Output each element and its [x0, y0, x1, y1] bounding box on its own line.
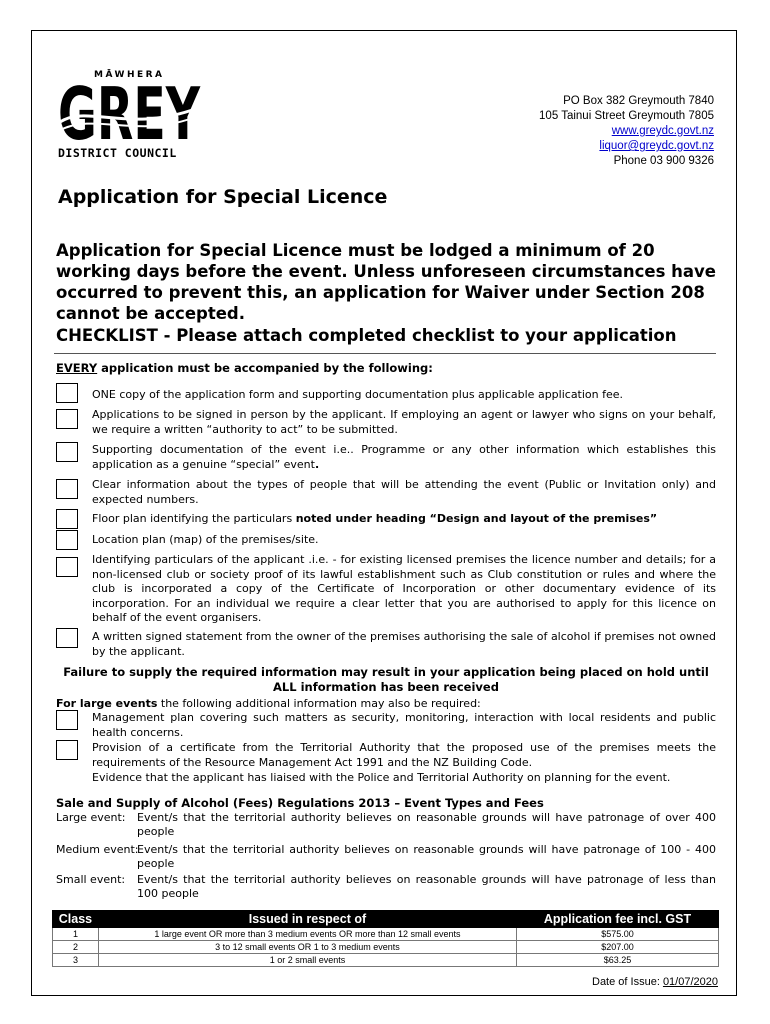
large-events-heading: [56, 697, 481, 710]
fee-cell: $575.00: [517, 928, 719, 941]
every-underlined: EVERY: [56, 361, 98, 375]
website-link[interactable]: www.greydc.govt.nz: [611, 125, 714, 137]
address-street: 105 Tainui Street Greymouth 7805: [539, 110, 714, 122]
checklist-item-text: [92, 443, 716, 472]
checkbox[interactable]: [56, 557, 78, 577]
event-type-desc: Event/s that the territorial authority believes on reasonable grounds will have patronage of over 400 people: [137, 811, 716, 838]
issue-date: 01/07/2020: [662, 976, 718, 988]
checkbox[interactable]: [56, 509, 78, 529]
event-type-desc: Event/s that the territorial authority believes on reasonable grounds will have patronage of less than 100 people: [137, 873, 716, 900]
logo-wordmark-icon: [58, 84, 202, 144]
checklist-item-text: ONE copy of the application form and supporting documentation plus applicable application fee.: [92, 388, 624, 401]
evidence-text: Evidence that the applicant has liaised with the Police and Territorial Authority on planning for the event.: [92, 771, 671, 784]
contact-address: [539, 94, 714, 169]
checklist-item-text: A written signed statement from the owner of the premises authorising the sale of alcohol if premises not owned by the applicant.: [92, 630, 716, 658]
issue-label: Date of Issue:: [592, 976, 663, 988]
phone-number: Phone 03 900 9326: [613, 155, 714, 167]
checkbox[interactable]: [56, 740, 78, 760]
checkbox[interactable]: [56, 479, 78, 499]
checkbox[interactable]: [56, 710, 78, 730]
fee-cell: $63.25: [517, 954, 719, 967]
fees-table-header: [53, 911, 719, 928]
table-row: [53, 928, 719, 941]
event-type-label: Medium event:: [56, 843, 139, 856]
class-cell: 1: [53, 928, 99, 941]
issued-cell: 3 to 12 small events OR 1 to 3 medium events: [98, 941, 516, 954]
fees-heading: Sale and Supply of Alcohol (Fees) Regulations 2013 – Event Types and Fees: [56, 796, 544, 810]
event-type-label: Large event:: [56, 811, 126, 824]
item-text: Floor plan identifying the particulars: [92, 512, 296, 525]
checklist-item-text: Applications to be signed in person by the applicant. If employing an agent or lawyer who signs on your behalf, we require a written “authority to act” to be submitted.: [92, 408, 716, 436]
every-rest: application must be accompanied by the following:: [97, 361, 433, 375]
large-event-item-text: Management plan covering such matters as security, monitoring, interaction with local residents and public health concerns.: [92, 711, 716, 739]
issued-cell: 1 or 2 small events: [98, 954, 516, 967]
every-heading: [56, 361, 433, 375]
fee-cell: $207.00: [517, 941, 719, 954]
large-event-item-text: Provision of a certificate from the Territorial Authority that the proposed use of the premises meets the requirements of the Resource Management Act 1991 and the NZ Building Code.: [92, 741, 716, 769]
table-row: [53, 941, 719, 954]
column-header: Class: [53, 911, 99, 928]
divider: [54, 353, 716, 354]
item-text-bold: .: [314, 457, 320, 471]
email-link[interactable]: liquor@greydc.govt.nz: [599, 140, 714, 152]
date-of-issue: [592, 976, 718, 988]
checkbox[interactable]: [56, 442, 78, 462]
event-type-label: Small event:: [56, 873, 126, 886]
column-header: Issued in respect of: [98, 911, 516, 928]
item-text: Supporting documentation of the event i.e.. Programme or any other information which establishes this application as a genuine “special” event: [92, 443, 716, 471]
lodging-notice: Application for Special Licence must be lodged a minimum of 20 working days before the event. Unless unforeseen circumstances have occurred to prevent this, an application for Waiver under Section 208 cannot be accepted.: [56, 241, 716, 323]
logo-council-text: DISTRICT COUNCIL: [58, 146, 177, 160]
checkbox[interactable]: [56, 628, 78, 648]
checklist-item-text: Identifying particulars of the applicant .i.e. - for existing licensed premises the licence number and details; for a non-licensed club or society proof of its lawful establishment such as Club constitution or rules and where the club is incorporated a copy of the Certificate of Incorporation or other documentary evidence of its incorporation. For an individual we require a clear letter that you are authorised to apply for this licence on behalf of the event organisers.: [92, 553, 716, 624]
checkbox[interactable]: [56, 409, 78, 429]
issued-cell: 1 large event OR more than 3 medium events OR more than 12 small events: [98, 928, 516, 941]
event-type-desc: Event/s that the territorial authority believes on reasonable grounds will have patronage of 100 - 400 people: [137, 843, 716, 870]
logo-word: GREY: [58, 84, 201, 144]
large-events-bold: For large events: [56, 697, 158, 710]
grey-district-council-logo: [58, 66, 206, 164]
checkbox[interactable]: [56, 530, 78, 550]
class-cell: 2: [53, 941, 99, 954]
checklist-heading: CHECKLIST - Please attach completed checklist to your application: [56, 326, 677, 345]
checklist-item-text: Clear information about the types of people that will be attending the event (Public or Invitation only) and expected numbers.: [92, 478, 716, 506]
item-text-bold: noted under heading “Design and layout of the premises”: [295, 512, 658, 525]
fees-table: [52, 910, 719, 967]
table-row: [53, 954, 719, 967]
checkbox[interactable]: [56, 383, 78, 403]
class-cell: 3: [53, 954, 99, 967]
checklist-item-text: Location plan (map) of the premises/site.: [92, 533, 319, 546]
checklist-item-text: [92, 512, 716, 527]
large-events-rest: the following additional information may also be required:: [157, 697, 481, 710]
document-title: Application for Special Licence: [58, 186, 388, 208]
address-po-box: PO Box 382 Greymouth 7840: [563, 95, 714, 107]
logo-maori-text: MĀWHERA: [94, 70, 165, 80]
column-header: Application fee incl. GST: [517, 911, 719, 928]
warning-message: Failure to supply the required information may result in your application being placed on hold until ALL information has been received: [63, 665, 709, 694]
